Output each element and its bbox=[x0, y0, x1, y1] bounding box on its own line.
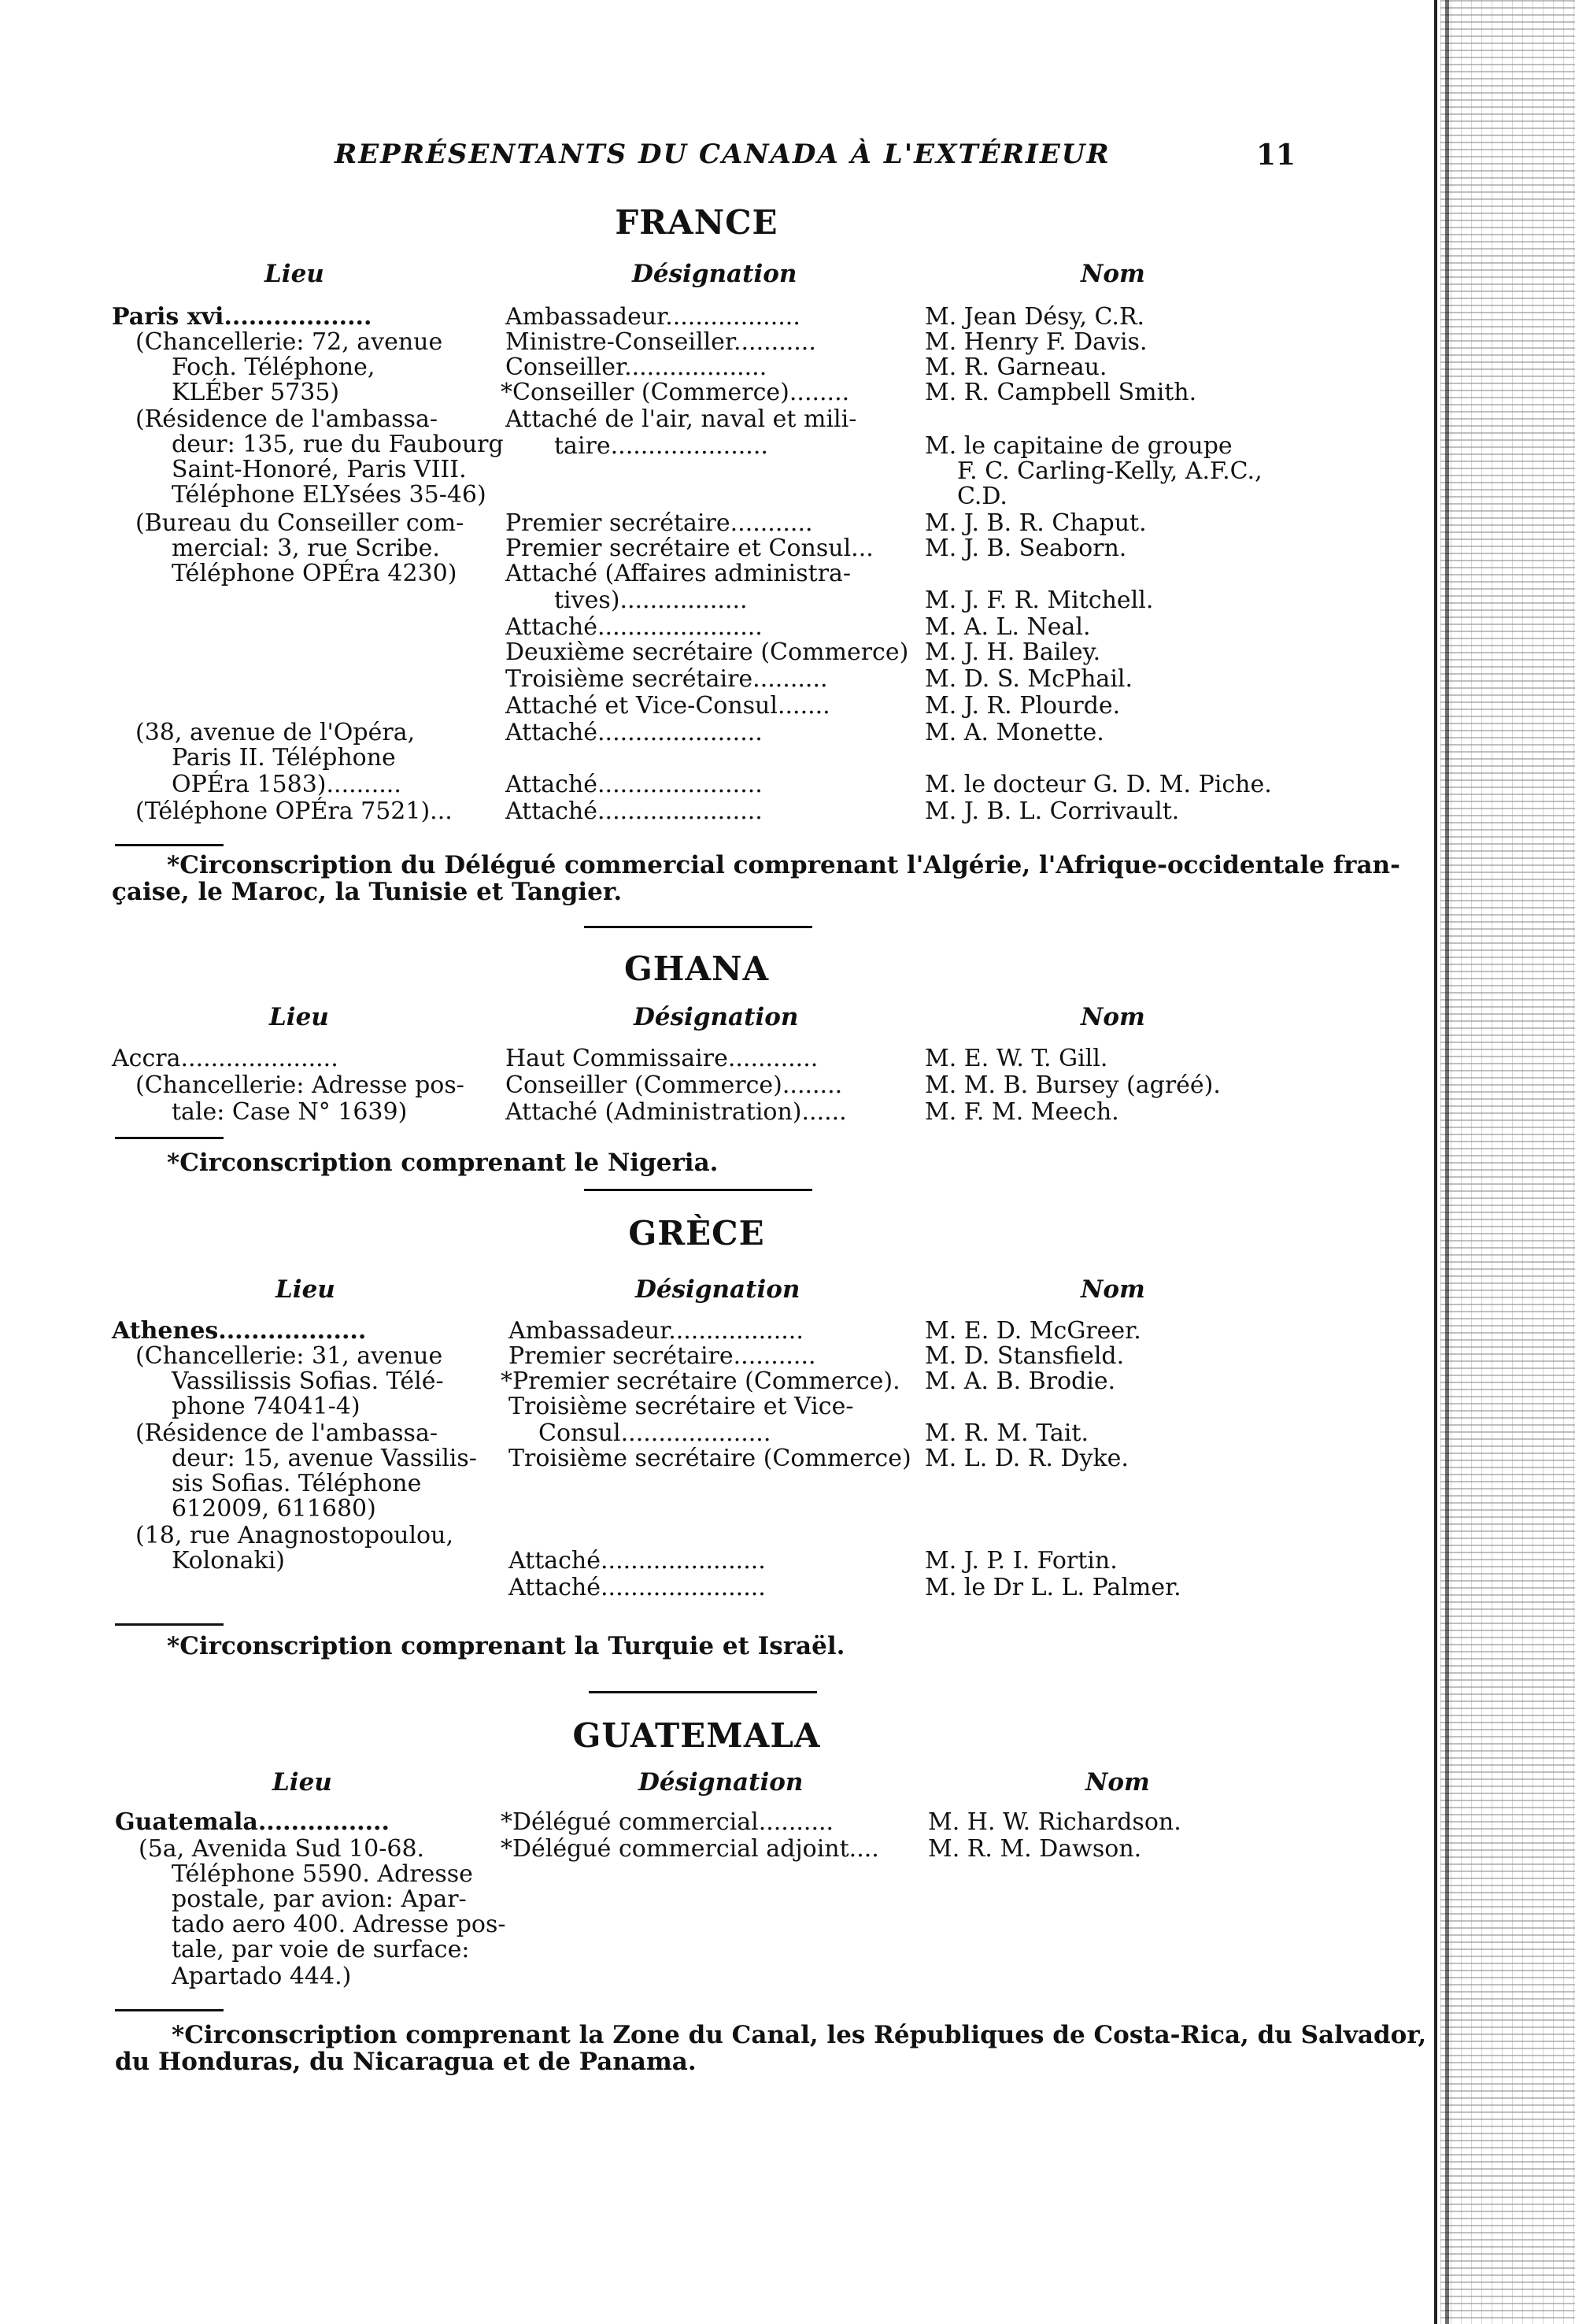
lieu-line: Téléphone 5590. Adresse bbox=[172, 1860, 473, 1888]
col-head-nom: Nom bbox=[1081, 1003, 1145, 1031]
nom-line: M. le capitaine de groupe bbox=[925, 432, 1233, 460]
designation-line: Conseiller (Commerce)........ bbox=[505, 1071, 843, 1099]
lieu-line: Saint-Honoré, Paris VIII. bbox=[172, 456, 467, 483]
nom-line: M. A. Monette. bbox=[925, 719, 1104, 746]
lieu-line: (Bureau du Conseiller com- bbox=[135, 509, 464, 537]
designation-line: Deuxième secrétaire (Commerce) bbox=[505, 638, 909, 666]
col-head-lieu: Lieu bbox=[269, 1003, 329, 1031]
nom-line: M. J. B. L. Corrivault. bbox=[925, 797, 1180, 825]
designation-line: Troisième secrétaire et Vice- bbox=[508, 1393, 854, 1420]
footnote-rule bbox=[115, 1623, 224, 1626]
col-head-designation: Désignation bbox=[638, 1768, 804, 1797]
lieu-line: (18, rue Anagnostopoulou, bbox=[135, 1522, 453, 1549]
designation-line: Haut Commissaire............ bbox=[505, 1045, 819, 1072]
col-head-nom: Nom bbox=[1081, 1275, 1145, 1304]
nom-line: M. E. W. T. Gill. bbox=[925, 1045, 1108, 1072]
lieu-line: mercial: 3, rue Scribe. bbox=[172, 535, 440, 562]
lieu-line: 612009, 611680) bbox=[172, 1495, 376, 1523]
lieu-line: tale, par voie de surface: bbox=[172, 1936, 470, 1963]
footnote-line: *Circonscription comprenant la Zone du Canal, les Républiques de Costa-Rica, du Salvador, bbox=[172, 2021, 1427, 2049]
nom-line: M. F. M. Meech. bbox=[925, 1098, 1119, 1126]
designation-line: Attaché (Affaires administra- bbox=[505, 560, 852, 587]
designation-line: Premier secrétaire........... bbox=[508, 1342, 816, 1370]
designation-line: Attaché de l'air, naval et mili- bbox=[505, 405, 857, 433]
footnote-line: çaise, le Maroc, la Tunisie et Tangier. bbox=[112, 878, 623, 906]
designation-line: Consul.................... bbox=[538, 1419, 771, 1447]
lieu-line: deur: 135, rue du Faubourg bbox=[172, 431, 504, 458]
lieu-line: (Chancellerie: Adresse pos- bbox=[135, 1071, 464, 1099]
lieu-line: Vassilissis Sofias. Télé- bbox=[172, 1367, 444, 1395]
lieu-line: OPÉra 1583).......... bbox=[172, 771, 401, 798]
nom-line: M. L. D. R. Dyke. bbox=[925, 1445, 1129, 1472]
nom-line: M. R. M. Dawson. bbox=[928, 1835, 1142, 1863]
designation-line: Attaché...................... bbox=[505, 771, 763, 798]
lieu-line: KLÉber 5735) bbox=[172, 379, 340, 406]
section-separator bbox=[589, 1691, 817, 1693]
designation-line: taire..................... bbox=[554, 432, 768, 460]
lieu-line: (5a, Avenida Sud 10-68. bbox=[139, 1835, 425, 1863]
footnote-line: *Circonscription du Délégué commercial comprenant l'Algérie, l'Afrique-occidentale fran- bbox=[167, 851, 1400, 879]
col-head-nom: Nom bbox=[1081, 260, 1145, 288]
designation-line: *Conseiller (Commerce)........ bbox=[501, 379, 850, 406]
lieu-line: tale: Case N° 1639) bbox=[172, 1098, 408, 1126]
nom-line: M. le docteur G. D. M. Piche. bbox=[925, 771, 1272, 798]
col-head-lieu: Lieu bbox=[275, 1275, 335, 1304]
footnote-rule bbox=[115, 2009, 224, 2011]
nom-line: M. H. W. Richardson. bbox=[928, 1808, 1181, 1836]
lieu-line: postale, par avion: Apar- bbox=[172, 1885, 467, 1913]
running-head: REPRÉSENTANTS DU CANADA À L'EXTÉRIEUR bbox=[335, 139, 1111, 170]
footnote-line: *Circonscription comprenant la Turquie et Israël. bbox=[167, 1632, 845, 1660]
footnote-rule bbox=[115, 844, 224, 846]
lieu-line: (Téléphone OPÉra 7521)... bbox=[135, 797, 453, 825]
lieu-line: Guatemala................ bbox=[115, 1808, 390, 1836]
designation-line: Attaché (Administration)...... bbox=[505, 1098, 847, 1126]
lieu-line: Accra..................... bbox=[112, 1045, 338, 1072]
designation-line: Attaché...................... bbox=[508, 1547, 766, 1575]
nom-line: M. R. Garneau. bbox=[925, 353, 1107, 381]
section-separator bbox=[584, 926, 812, 928]
lieu-line: tado aero 400. Adresse pos- bbox=[172, 1911, 506, 1938]
nom-line: M. E. D. McGreer. bbox=[925, 1317, 1141, 1345]
section-title-guatemala: GUATEMALA bbox=[572, 1716, 821, 1755]
col-head-designation: Désignation bbox=[634, 1003, 799, 1031]
lieu-line: (Résidence de l'ambassa- bbox=[135, 405, 438, 433]
designation-line: Attaché...................... bbox=[508, 1574, 766, 1601]
section-separator bbox=[584, 1189, 812, 1191]
col-head-designation: Désignation bbox=[635, 1275, 800, 1304]
section-title-grece: GRÈCE bbox=[628, 1214, 765, 1253]
designation-line: Troisième secrétaire.......... bbox=[505, 665, 828, 693]
nom-line: C.D. bbox=[957, 483, 1007, 510]
scan-edge-line bbox=[1434, 0, 1437, 2324]
designation-line: *Délégué commercial adjoint.... bbox=[501, 1835, 879, 1863]
nom-line: M. J. R. Plourde. bbox=[925, 692, 1121, 720]
nom-line: M. le Dr L. L. Palmer. bbox=[925, 1574, 1181, 1601]
lieu-line: (38, avenue de l'Opéra, bbox=[135, 719, 416, 746]
nom-line: M. D. S. McPhail. bbox=[925, 665, 1133, 693]
lieu-line: Foch. Téléphone, bbox=[172, 353, 375, 381]
designation-line: Premier secrétaire........... bbox=[505, 509, 813, 537]
lieu-line: Kolonaki) bbox=[172, 1547, 286, 1575]
nom-line: M. R. Campbell Smith. bbox=[925, 379, 1197, 406]
nom-line: M. J. H. Bailey. bbox=[925, 638, 1101, 666]
nom-line: M. Jean Désy, C.R. bbox=[925, 303, 1145, 331]
col-head-lieu: Lieu bbox=[272, 1768, 332, 1797]
footnote-line: du Honduras, du Nicaragua et de Panama. bbox=[115, 2048, 697, 2076]
col-head-lieu: Lieu bbox=[264, 260, 324, 288]
designation-line: Attaché...................... bbox=[505, 613, 763, 641]
lieu-line: Athenes.................. bbox=[112, 1317, 367, 1345]
lieu-line: phone 74041-4) bbox=[172, 1393, 360, 1420]
nom-line: M. M. B. Bursey (agréé). bbox=[925, 1071, 1221, 1099]
lieu-line: Téléphone OPÉra 4230) bbox=[172, 560, 457, 587]
designation-line: *Premier secrétaire (Commerce). bbox=[501, 1367, 900, 1395]
nom-line: M. R. M. Tait. bbox=[925, 1419, 1089, 1447]
scan-edge-noise bbox=[1440, 0, 1575, 2324]
designation-line: Premier secrétaire et Consul... bbox=[505, 535, 874, 562]
col-head-nom: Nom bbox=[1085, 1768, 1150, 1797]
nom-line: M. J. F. R. Mitchell. bbox=[925, 587, 1154, 614]
lieu-line: (Chancellerie: 72, avenue bbox=[135, 328, 443, 356]
nom-line: M. A. B. Brodie. bbox=[925, 1367, 1116, 1395]
nom-line: F. C. Carling-Kelly, A.F.C., bbox=[957, 457, 1263, 485]
designation-line: Ambassadeur.................. bbox=[508, 1317, 804, 1345]
col-head-designation: Désignation bbox=[632, 260, 797, 288]
lieu-line: sis Sofias. Téléphone bbox=[172, 1470, 422, 1497]
footnote-line: *Circonscription comprenant le Nigeria. bbox=[167, 1149, 719, 1177]
lieu-line: deur: 15, avenue Vassilis- bbox=[172, 1445, 477, 1472]
lieu-line: Paris II. Téléphone bbox=[172, 744, 396, 772]
lieu-line: Paris xvi.................. bbox=[112, 303, 372, 331]
designation-line: tives)................. bbox=[554, 587, 748, 614]
lieu-line: Téléphone ELYsées 35-46) bbox=[172, 481, 486, 509]
lieu-line: (Chancellerie: 31, avenue bbox=[135, 1342, 443, 1370]
nom-line: M. J. B. R. Chaput. bbox=[925, 509, 1147, 537]
designation-line: Ministre-Conseiller........... bbox=[505, 328, 816, 356]
nom-line: M. Henry F. Davis. bbox=[925, 328, 1148, 356]
footnote-rule bbox=[115, 1137, 224, 1139]
designation-line: Conseiller................... bbox=[505, 353, 767, 381]
nom-line: M. A. L. Neal. bbox=[925, 613, 1091, 641]
designation-line: Ambassadeur.................. bbox=[505, 303, 800, 331]
designation-line: Troisième secrétaire (Commerce) bbox=[508, 1445, 911, 1472]
lieu-line: (Résidence de l'ambassa- bbox=[135, 1419, 438, 1447]
nom-line: M. J. B. Seaborn. bbox=[925, 535, 1127, 562]
designation-line: Attaché et Vice-Consul....... bbox=[505, 692, 830, 720]
page-number: 11 bbox=[1256, 139, 1296, 172]
designation-line: *Délégué commercial.......... bbox=[501, 1808, 834, 1836]
section-title-france: FRANCE bbox=[615, 203, 778, 242]
designation-line: Attaché...................... bbox=[505, 797, 763, 825]
designation-line: Attaché...................... bbox=[505, 719, 763, 746]
lieu-line: Apartado 444.) bbox=[172, 1963, 352, 1990]
nom-line: M. D. Stansfield. bbox=[925, 1342, 1125, 1370]
nom-line: M. J. P. I. Fortin. bbox=[925, 1547, 1118, 1575]
section-title-ghana: GHANA bbox=[623, 949, 770, 988]
